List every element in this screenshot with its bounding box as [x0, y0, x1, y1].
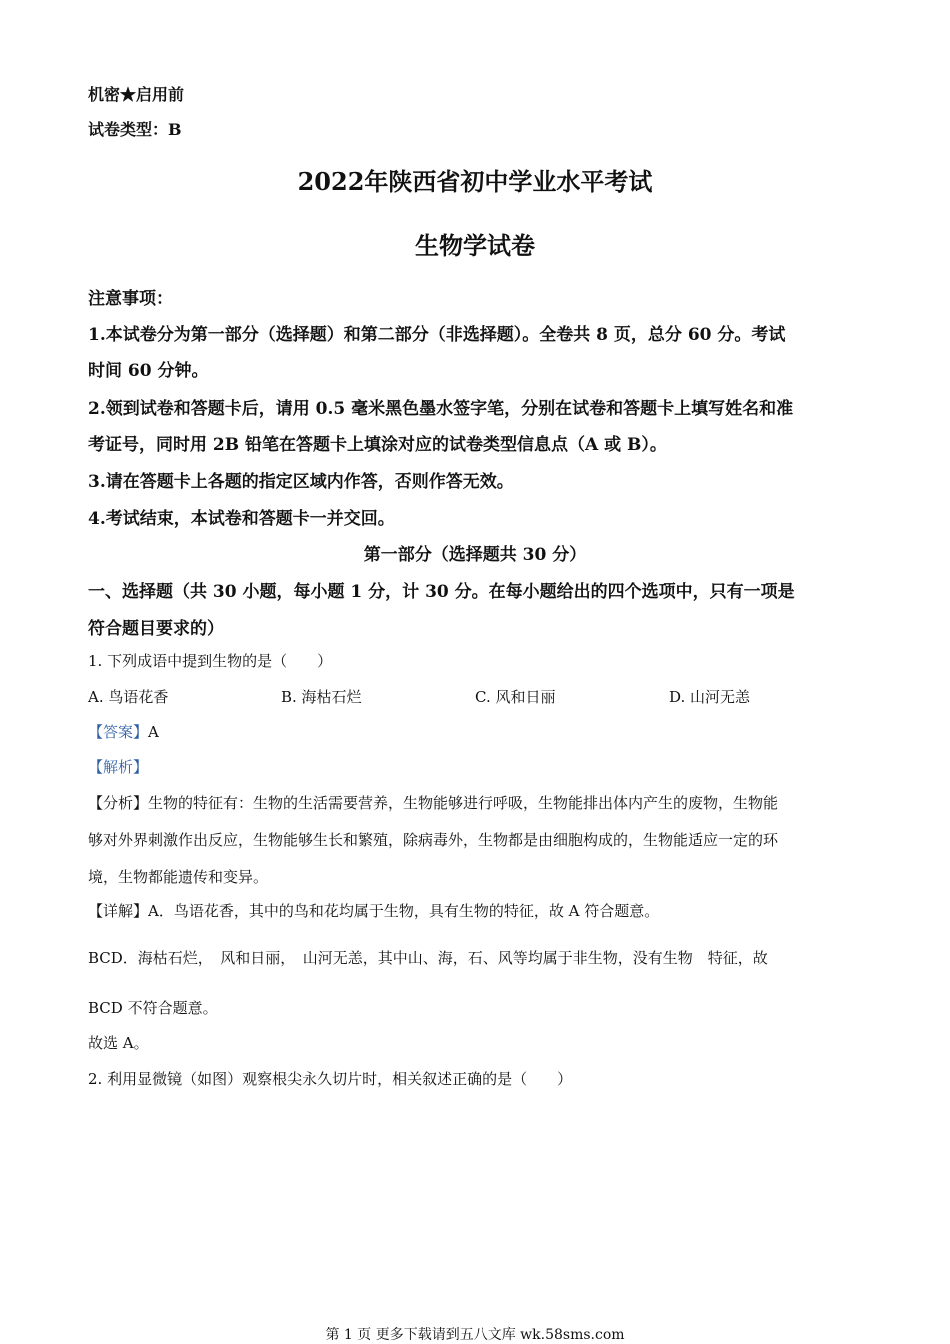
- analysis-line: 故选 A。: [88, 1034, 149, 1052]
- page-subtitle: 生物学试卷: [415, 231, 535, 260]
- question-1-option-b: B. 海枯石烂: [281, 688, 362, 706]
- question-2-stem: 2. 利用显微镜（如图）观察根尖永久切片时，相关叙述正确的是（ ）: [88, 1070, 573, 1088]
- note-line: 3.请在答题卡上各题的指定区域内作答，否则作答无效。: [88, 472, 514, 492]
- analysis-line: 【详解】A．鸟语花香，其中的鸟和花均属于生物，具有生物的特征，故 A 符合题意。: [88, 902, 660, 920]
- note-line: 2.领到试卷和答题卡后，请用 0.5 毫米黑色墨水签字笔，分别在试卷和答题卡上填写姓名和准: [88, 399, 794, 419]
- analysis-line: 【分析】生物的特征有：生物的生活需要营养，生物能够进行呼吸，生物能排出体内产生的废物，生物能: [88, 794, 779, 812]
- confidential-label: 机密★启用前: [88, 85, 185, 104]
- page-footer: 第 1 页 更多下载请到五八文库 wk.58sms.com: [325, 1327, 625, 1343]
- notes-heading: 注意事项：: [88, 289, 173, 309]
- question-1-option-a: A. 鸟语花香: [88, 688, 169, 706]
- question-1-answer: [88, 721, 159, 742]
- analysis-line: 境，生物都能遗传和变异。: [88, 868, 269, 886]
- analysis-tag: 【解析】: [88, 758, 149, 776]
- question-1-option-c: C. 风和日丽: [475, 688, 556, 706]
- section-instruction: 一、选择题（共 30 小题，每小题 1 分，计 30 分。在每小题给出的四个选项中，只有一项是: [88, 582, 795, 602]
- question-1-option-d: D. 山河无恙: [669, 688, 751, 706]
- question-1-stem: 1. 下列成语中提到生物的是（ ）: [88, 652, 333, 670]
- analysis-line: 够对外界刺激作出反应，生物能够生长和繁殖，除病毒外，生物都是由细胞构成的，生物能适应一定的环: [88, 831, 779, 849]
- note-line: 4.考试结束，本试卷和答题卡一并交回。: [88, 509, 395, 529]
- analysis-line: BCD．海枯石烂， 风和日丽， 山河无恙，其中山、海，石、风等均属于非生物，没有生物 特征，故: [88, 949, 768, 967]
- part-one-heading: 第一部分（选择题共 30 分）: [363, 545, 587, 565]
- page-title: 2022年陕西省初中学业水平考试: [297, 167, 653, 196]
- section-instruction: 符合题目要求的）: [88, 619, 224, 639]
- note-line: 考证号，同时用 2B 铅笔在答题卡上填涂对应的试卷类型信息点（A 或 B）。: [88, 435, 667, 455]
- note-line: 时间 60 分钟。: [88, 361, 209, 381]
- analysis-line: BCD 不符合题意。: [88, 999, 218, 1017]
- answer-value: A: [148, 723, 159, 741]
- note-line: 1.本试卷分为第一部分（选择题）和第二部分（非选择题）。全卷共 8 页，总分 60 分。考试: [88, 325, 786, 345]
- answer-tag: 【答案】: [88, 723, 149, 741]
- paper-type-label: 试卷类型：B: [88, 120, 182, 139]
